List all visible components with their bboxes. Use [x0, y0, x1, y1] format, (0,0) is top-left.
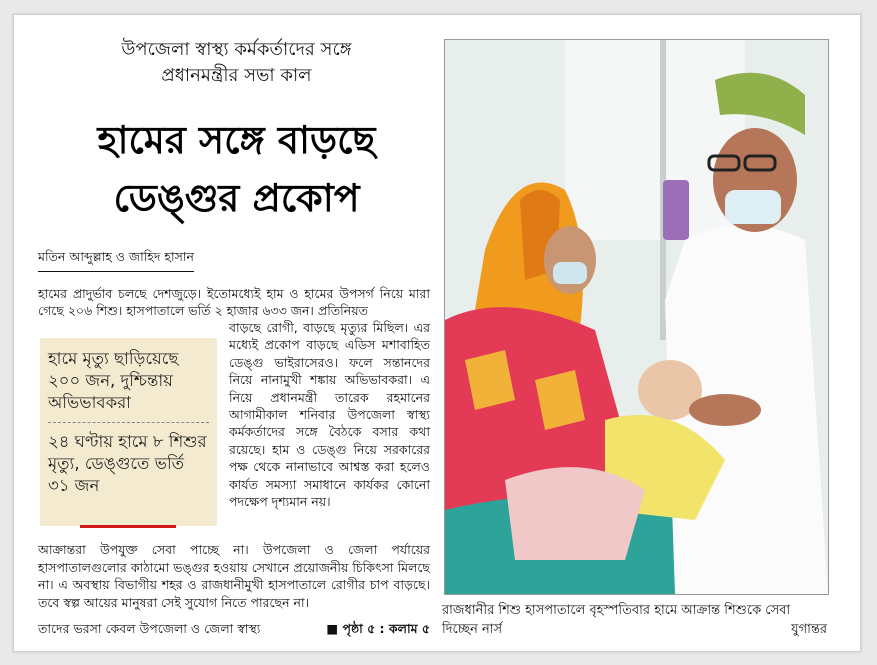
pull-quote-box: [40, 338, 217, 526]
red-accent-rule: [80, 525, 176, 528]
photo-credit: যুগান্তর: [791, 622, 827, 637]
kicker: [34, 37, 439, 89]
pull-quote-2: ২৪ ঘণ্টায় হামে ৮ শিশুর মৃত্যু, ডেঙ্গুতে ভর্তি ৩১ জন: [48, 432, 207, 495]
kicker-line-1: উপজেলা স্বাস্থ্য কর্মকর্তাদের সঙ্গে: [121, 39, 352, 60]
page-jump-reference: ■ পৃষ্ঠা ৫ : কলাম ৫: [326, 621, 430, 636]
kicker-line-2: প্রধানমন্ত্রীর সভা কাল: [161, 65, 312, 86]
body-column-text: বাড়ছে রোগী, বাড়ছে মৃত্যুর মিছিল। এর মধ্যেই প্রকোপ বাড়ছে এডিস মশাবাহিত ডেঙ্গু ভাইরাসেরও। ফলে সন্তানদের নিয়ে নানামুখী শঙ্কায় অভিভাবকরা। এ নিয়ে প্রধানমন্ত্রী তারেক রহমানের আগামীকাল শনিবার উপজেলা স্বাস্থ্য কর্মকর্তাদের সঙ্গে বৈঠকে বসার কথা রয়েছে। হাম ও ডেঙ্গু নিয়ে সরকারের পক্ষ থেকে নানাভাবে আশ্বস্ত করা হলেও কার্যত সমস্যা সমাধানে কার্যকর কোনো পদক্ষেপ দৃশ্যমান নয়।: [229, 320, 430, 510]
body-full-width-text: আক্রান্তরা উপযুক্ত সেবা পাচ্ছে না। উপজেলা ও জেলা পর্যায়ের হাসপাতালগুলোর কাঠামো ভঙ্গুর হওয়ায় সেখানে প্রয়োজনীয় চিকিৎসা মিলছে না। এ অবস্থায় বিভাগীয় শহর ও রাজধানীমুখী হাসপাতালে রোগীর চাপ বাড়ছে। তবে স্বল্প আয়ের মানুষরা সেই সুযোগ নিতে পারছেন না।: [38, 542, 430, 610]
headline-line-2: ডেঙ্গুর প্রকোপ: [113, 175, 360, 220]
headline: [34, 111, 439, 227]
news-photo: [444, 39, 829, 595]
caption-text: রাজধানীর শিশু হাসপাতালে বৃহস্পতিবার হামে আক্রান্ত শিশুকে সেবা দিচ্ছেন নার্স: [442, 603, 791, 637]
hospital-scene-illustration: [445, 40, 828, 594]
continuation-line: [38, 620, 430, 638]
newspaper-clipping: [13, 14, 861, 652]
pull-quote-1: হামে মৃত্যু ছাড়িয়েছে ২০০ জন, দুশ্চিন্তায় অভিভাবকরা: [48, 338, 209, 423]
last-line-text: তাদের ভরসা কেবল উপজেলা ও জেলা স্বাস্থ্য: [38, 621, 261, 636]
photo-caption: [442, 601, 827, 639]
headline-line-1: হামের সঙ্গে বাড়ছে: [97, 117, 376, 162]
byline: মতিন আব্দুল্লাহ ও জাহিদ হাসান: [38, 249, 194, 272]
lede-paragraph: হামের প্রাদুর্ভাব চলছে দেশজুড়ে। ইতোমধ্যেই হাম ও হামের উপসর্গ নিয়ে মারা গেছে ২০৬ শিশু। হাসপাতালে ভর্তি ২ হাজার ৬৩৩ জন। প্রতিনিয়ত: [38, 286, 430, 318]
